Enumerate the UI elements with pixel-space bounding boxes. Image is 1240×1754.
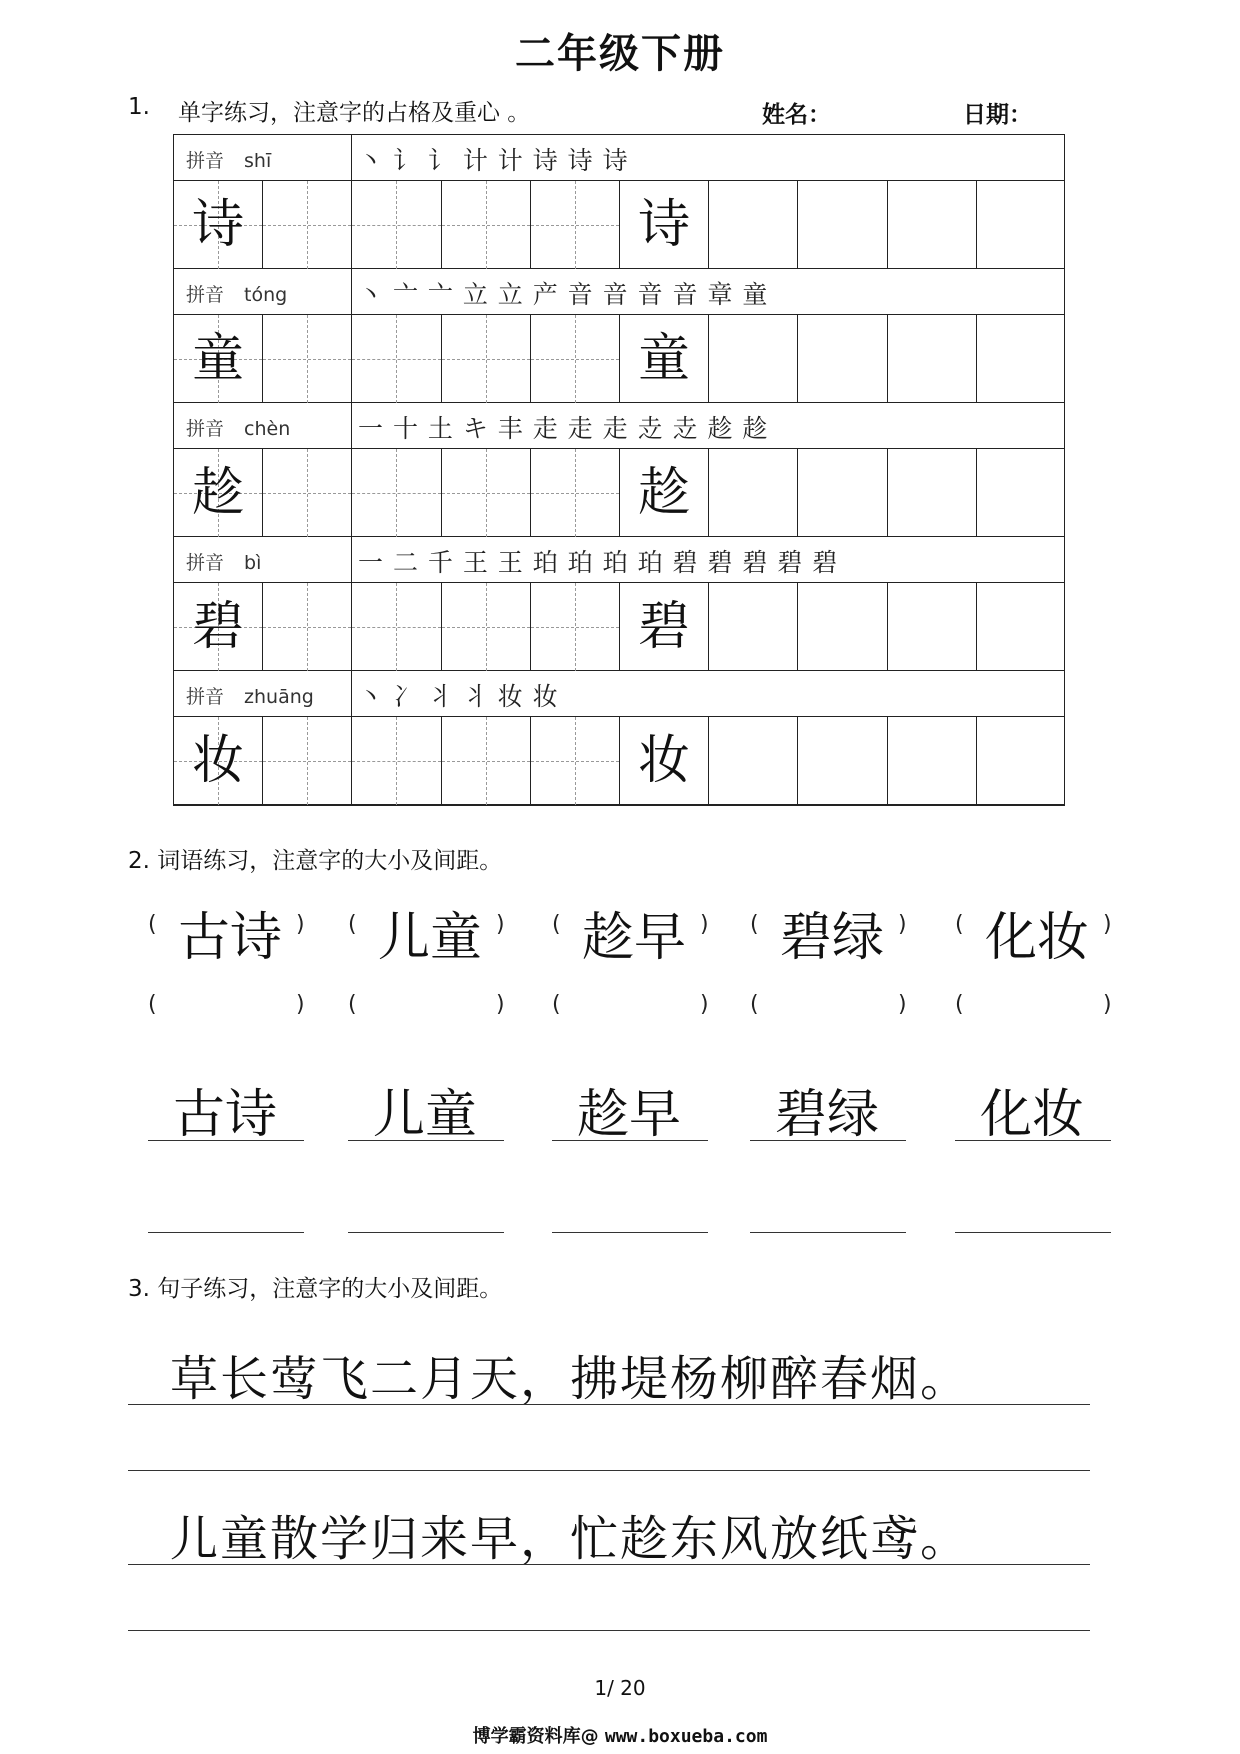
model-character-cell [174, 449, 263, 537]
pinyin-row [174, 537, 1064, 583]
writing-cell[interactable] [709, 181, 798, 269]
sentence-trace: 草长莺飞二月天，拂堤杨柳醉春烟。 [170, 1351, 971, 1407]
word-trace: 儿童 [372, 1085, 477, 1145]
word-baseline [955, 1140, 1111, 1141]
pinyin-label-text: 拼音 [186, 686, 225, 708]
word-example: 趁早 [581, 908, 686, 968]
writing-cell[interactable] [352, 717, 441, 805]
writing-cell[interactable] [709, 449, 798, 537]
writing-cell[interactable] [888, 583, 977, 671]
sentence-write-line[interactable] [128, 1630, 1090, 1631]
pinyin-label-text: 拼音 [186, 418, 225, 440]
writing-cell[interactable] [352, 315, 441, 403]
word-trace: 趁早 [576, 1085, 681, 1145]
word-example: 儿童 [377, 908, 482, 968]
model-character-cell [620, 181, 709, 269]
paren-open: ( [955, 912, 964, 937]
word-trace: 碧绿 [774, 1085, 879, 1145]
writing-cell[interactable] [442, 449, 531, 537]
writing-cell[interactable] [798, 449, 887, 537]
pinyin-label [186, 548, 261, 575]
writing-cell[interactable] [352, 449, 441, 537]
section3-instruction: 3. 句子练习，注意字的大小及间距。 [128, 1276, 503, 1302]
pinyin-label-text: 拼音 [186, 150, 225, 172]
writing-cell[interactable] [977, 449, 1066, 537]
writing-cell[interactable] [531, 583, 620, 671]
word-baseline [348, 1140, 504, 1141]
section1-number: 1. [128, 94, 150, 120]
writing-cell[interactable] [798, 315, 887, 403]
page-number: 1/ 20 [594, 1676, 646, 1700]
sentence-baseline [128, 1564, 1090, 1565]
model-character-cell [174, 717, 263, 805]
writing-row [174, 583, 1064, 671]
model-character-cell [620, 583, 709, 671]
pinyin-value: shī [244, 150, 272, 172]
stroke-order: 丶 亠 亠 立 立 产 音 音 音 音 章 童 [358, 280, 769, 309]
writing-cell[interactable] [531, 717, 620, 805]
pinyin-row [174, 671, 1064, 717]
pinyin-label-text: 拼音 [186, 284, 225, 306]
model-character-cell [174, 315, 263, 403]
answer-paren-close: ) [296, 992, 305, 1017]
answer-paren-open[interactable]: ( [148, 992, 157, 1017]
writing-row [174, 449, 1064, 537]
pinyin-value: tóng [244, 284, 288, 306]
word-baseline [750, 1140, 906, 1141]
word-example: 碧绿 [779, 908, 884, 968]
answer-paren-close: ) [496, 992, 505, 1017]
model-character: 碧 [638, 597, 691, 657]
writing-cell[interactable] [888, 181, 977, 269]
paren-close: ) [898, 912, 907, 937]
date-label: 日期： [963, 102, 1032, 128]
writing-cell[interactable] [977, 583, 1066, 671]
word-example: 化妆 [984, 908, 1089, 968]
word-example: 古诗 [177, 908, 282, 968]
model-character: 碧 [192, 597, 245, 657]
model-character: 诗 [638, 195, 691, 255]
pinyin-value: chèn [244, 418, 291, 440]
pinyin-value: zhuāng [244, 686, 314, 708]
writing-cell[interactable] [263, 717, 352, 805]
pinyin-row [174, 403, 1064, 449]
writing-cell[interactable] [263, 315, 352, 403]
word-write-line[interactable] [348, 1232, 504, 1233]
model-character: 妆 [638, 731, 691, 791]
answer-paren-close: ) [700, 992, 709, 1017]
writing-cell[interactable] [977, 717, 1066, 805]
pinyin-value: bì [244, 552, 262, 574]
word-baseline [552, 1140, 708, 1141]
pinyin-label [186, 280, 287, 307]
writing-cell[interactable] [798, 717, 887, 805]
pinyin-label [186, 146, 271, 173]
word-baseline [148, 1140, 304, 1141]
model-character-cell [620, 449, 709, 537]
paren-open: ( [552, 912, 561, 937]
answer-paren-close: ) [898, 992, 907, 1017]
writing-cell[interactable] [977, 181, 1066, 269]
paren-close: ) [700, 912, 709, 937]
answer-paren-open[interactable]: ( [955, 992, 964, 1017]
word-trace: 古诗 [172, 1085, 277, 1145]
word-trace: 化妆 [979, 1085, 1084, 1145]
footer-url: www.boxueba.com [604, 1726, 768, 1747]
sentence-write-line[interactable] [128, 1470, 1090, 1471]
writing-cell[interactable] [798, 181, 887, 269]
paren-open: ( [750, 912, 759, 937]
writing-cell[interactable] [263, 181, 352, 269]
writing-cell[interactable] [442, 717, 531, 805]
stroke-order: 丶 讠 讠 计 计 诗 诗 诗 [358, 146, 629, 175]
name-label: 姓名： [762, 102, 831, 128]
page-title: 二年级下册 [515, 31, 725, 77]
writing-cell[interactable] [531, 181, 620, 269]
writing-cell[interactable] [709, 583, 798, 671]
footer-site-name: 博学霸资料库@ [472, 1726, 599, 1747]
answer-paren-close: ) [1103, 992, 1112, 1017]
pinyin-label-text: 拼音 [186, 552, 225, 574]
section1-instruction: 单字练习，注意字的占格及重心 。 [178, 100, 531, 126]
sentence-trace: 儿童散学归来早，忙趁东风放纸鸢。 [170, 1511, 971, 1567]
model-character: 童 [192, 329, 245, 389]
paren-open: ( [148, 912, 157, 937]
pinyin-label [186, 414, 290, 441]
writing-cell[interactable] [442, 315, 531, 403]
writing-cell[interactable] [442, 181, 531, 269]
stroke-order: 一 二 千 王 王 珀 珀 珀 珀 碧 碧 碧 碧 碧 [358, 548, 839, 577]
paren-close: ) [296, 912, 305, 937]
model-character: 趁 [192, 463, 245, 523]
writing-cell[interactable] [888, 315, 977, 403]
answer-paren-open[interactable]: ( [348, 992, 357, 1017]
model-character-cell [620, 717, 709, 805]
character-practice-grid [173, 134, 1065, 806]
writing-row [174, 315, 1064, 403]
writing-cell[interactable] [531, 315, 620, 403]
writing-cell[interactable] [442, 583, 531, 671]
word-write-line[interactable] [552, 1232, 708, 1233]
writing-cell[interactable] [977, 315, 1066, 403]
writing-row [174, 181, 1064, 269]
model-character: 诗 [192, 195, 245, 255]
word-write-line[interactable] [750, 1232, 906, 1233]
model-character: 童 [638, 329, 691, 389]
writing-cell[interactable] [888, 449, 977, 537]
pinyin-row [174, 135, 1064, 181]
writing-cell[interactable] [531, 449, 620, 537]
section2-instruction: 2. 词语练习，注意字的大小及间距。 [128, 848, 503, 874]
pinyin-label [186, 682, 314, 709]
writing-cell[interactable] [352, 583, 441, 671]
stroke-order: 丶 冫 丬 丬 妆 妆 [358, 682, 559, 711]
model-character-cell [620, 315, 709, 403]
stroke-order: 一 十 土 キ 丰 走 走 走 赱 赱 趁 趁 [358, 414, 769, 443]
model-character: 趁 [638, 463, 691, 523]
model-character-cell [174, 181, 263, 269]
writing-cell[interactable] [263, 449, 352, 537]
writing-row [174, 717, 1064, 805]
footer [0, 1722, 1240, 1748]
writing-cell[interactable] [263, 583, 352, 671]
model-character-cell [174, 583, 263, 671]
model-character: 妆 [192, 731, 245, 791]
answer-paren-open[interactable]: ( [552, 992, 561, 1017]
sentence-baseline [128, 1404, 1090, 1405]
paren-close: ) [496, 912, 505, 937]
paren-open: ( [348, 912, 357, 937]
writing-cell[interactable] [709, 717, 798, 805]
word-write-line[interactable] [148, 1232, 304, 1233]
writing-cell[interactable] [888, 717, 977, 805]
pinyin-row [174, 269, 1064, 315]
word-write-line[interactable] [955, 1232, 1111, 1233]
writing-cell[interactable] [798, 583, 887, 671]
writing-cell[interactable] [709, 315, 798, 403]
answer-paren-open[interactable]: ( [750, 992, 759, 1017]
writing-cell[interactable] [352, 181, 441, 269]
paren-close: ) [1103, 912, 1112, 937]
